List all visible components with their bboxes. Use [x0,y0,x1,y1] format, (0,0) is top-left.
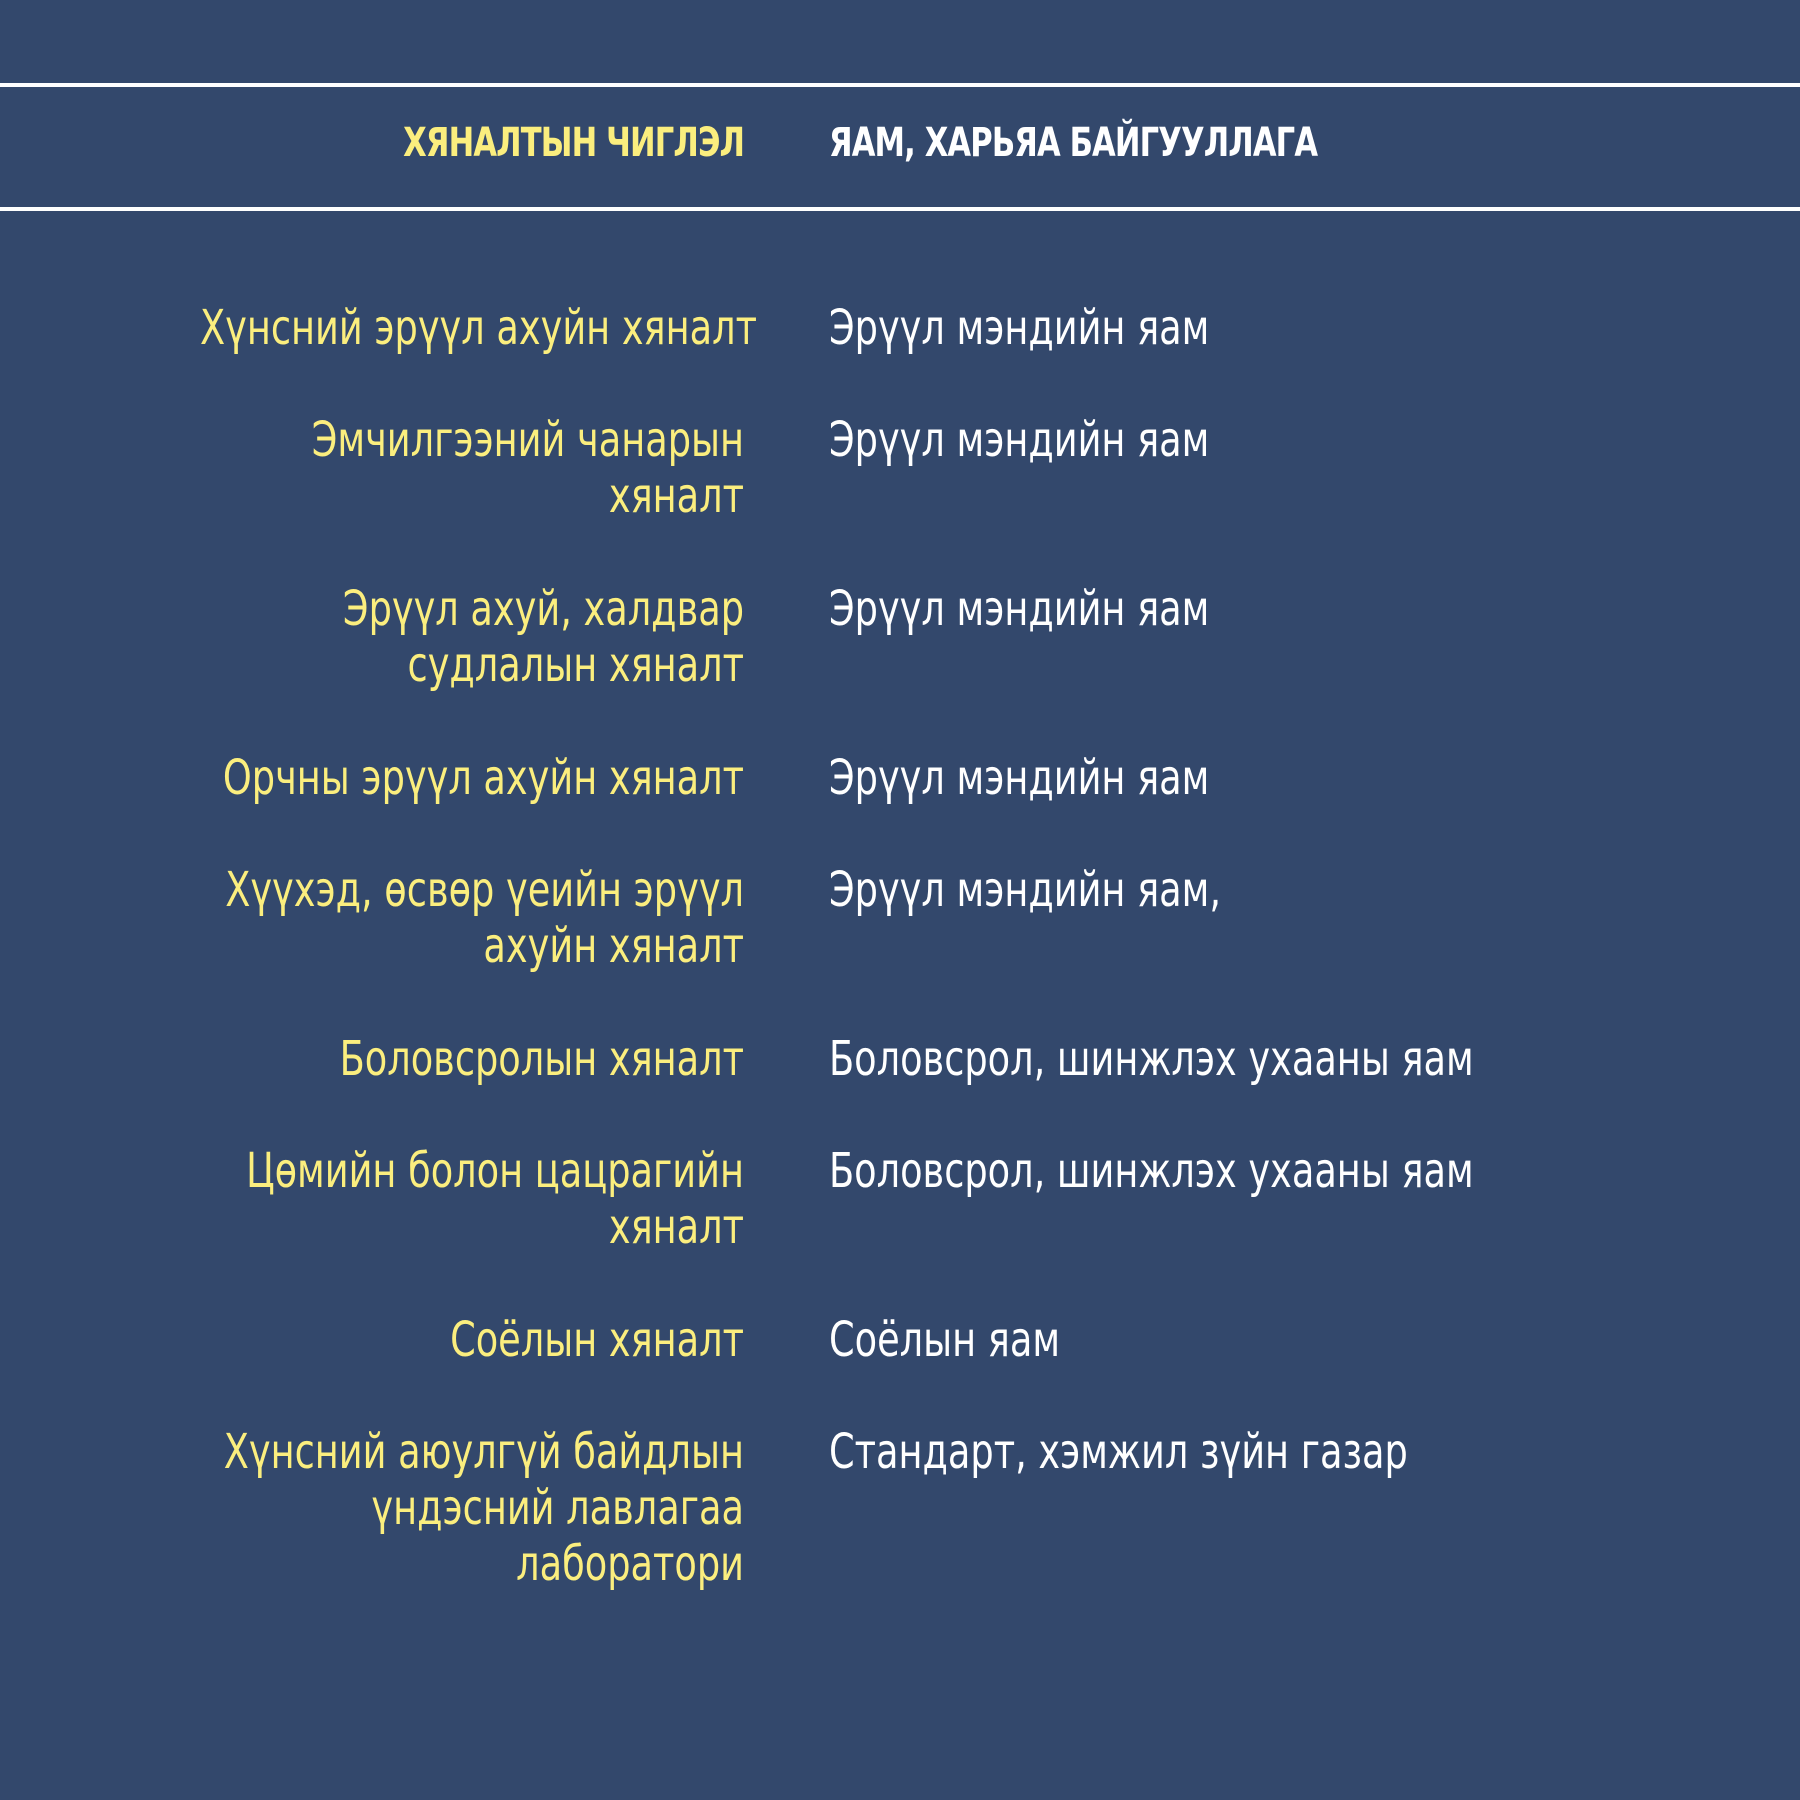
direction-cell [200,1031,744,1087]
direction-cell [200,1143,744,1255]
direction-line: Соёлын хяналт [450,1312,744,1368]
direction-cell [200,1424,744,1592]
direction-cell [200,750,744,806]
direction-line: Хүүхэд, өсвөр үеийн эрүүл [225,862,745,918]
direction-line: Эрүүл ахуй, халдвар [342,581,744,637]
direction-cell [200,300,757,356]
direction-line: Орчны эрүүл ахуйн хяналт [222,750,745,806]
header-direction: ХЯНАЛТЫН ЧИГЛЭЛ [403,120,744,166]
ministry-cell: Эрүүл мэндийн яам, [829,862,1221,918]
direction-line: судлалын хяналт [407,637,744,693]
direction-cell [200,412,744,524]
ministry-cell: Боловсрол, шинжлэх ухааны яам [829,1031,1474,1087]
header-ministry: ЯАМ, ХАРЬЯА БАЙГУУЛЛАГА [829,120,1318,166]
direction-cell [200,581,744,693]
ministry-cell: Стандарт, хэмжил зүйн газар [829,1424,1408,1480]
direction-cell [200,1312,744,1368]
direction-line: хяналт [608,1199,744,1255]
direction-line: Эмчилгээний чанарын [311,412,744,468]
direction-line: Хүнсний эрүүл ахуйн хяналт [200,300,757,356]
ministry-cell: Боловсрол, шинжлэх ухааны яам [829,1143,1474,1199]
header-top-rule [0,83,1800,87]
direction-line: Хүнсний аюулгүй байдлын [223,1424,744,1480]
direction-cell [200,862,744,974]
direction-line: Цөмийн болон цацрагийн [246,1143,744,1199]
table-header [0,120,1800,180]
direction-line: хяналт [608,468,744,524]
ministry-cell: Эрүүл мэндийн яам [829,750,1210,806]
direction-line: лаборатори [516,1536,744,1592]
direction-line: ахуйн хяналт [483,918,744,974]
direction-line: үндэсний лавлагаа [371,1480,744,1536]
ministry-cell: Эрүүл мэндийн яам [829,300,1210,356]
direction-line: Боловсролын хяналт [339,1031,744,1087]
ministry-cell: Соёлын яам [829,1312,1061,1368]
ministry-cell: Эрүүл мэндийн яам [829,412,1210,468]
ministry-cell: Эрүүл мэндийн яам [829,581,1210,637]
header-bottom-rule [0,207,1800,211]
